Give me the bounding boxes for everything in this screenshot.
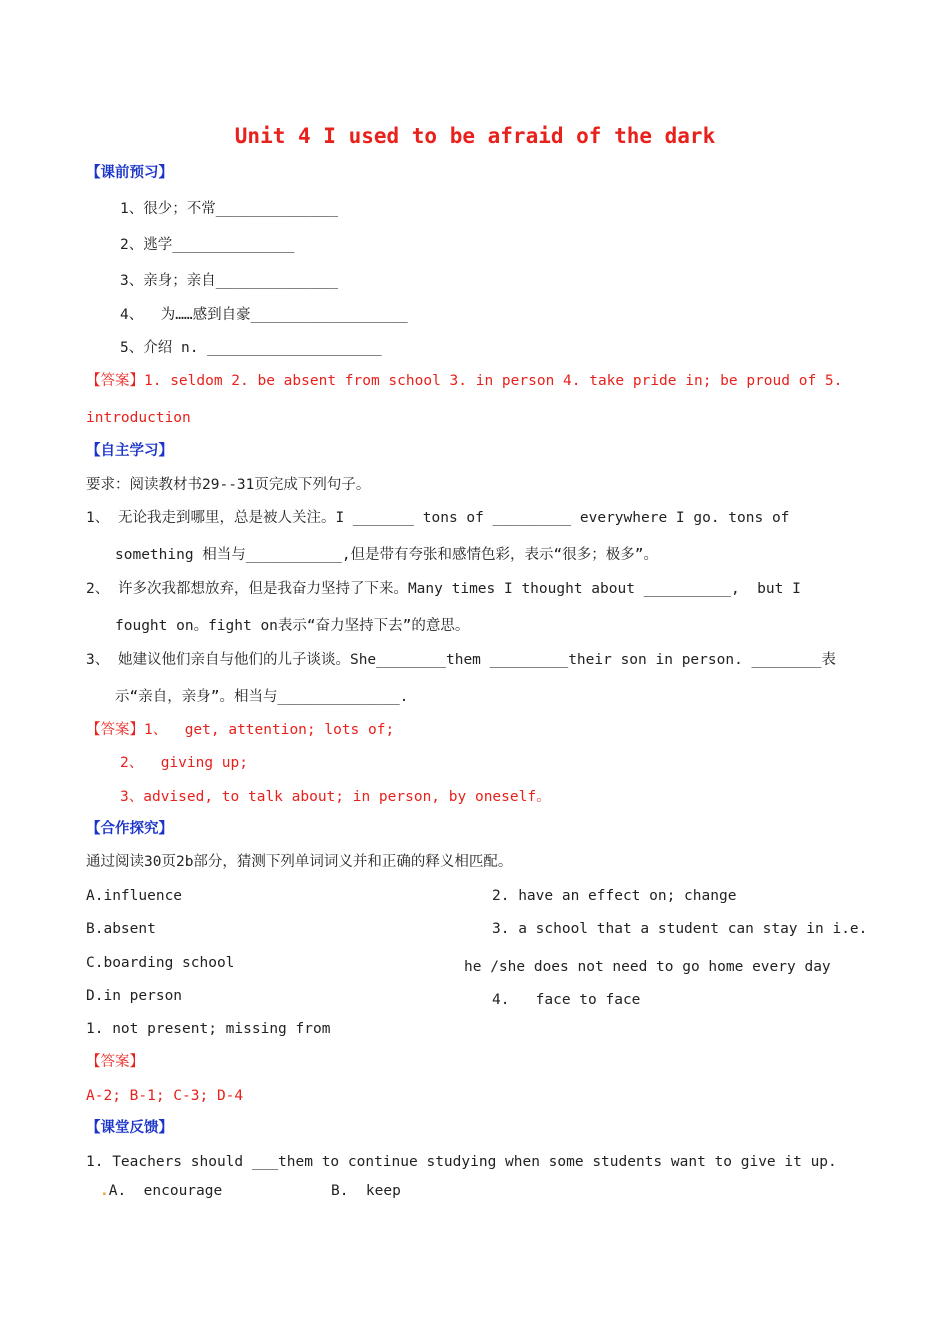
option-a-text: A. encourage [108,1183,223,1199]
bullet-marker: . [100,1183,109,1199]
feedback-option-b: B. keep [331,1183,401,1199]
question-3-line-1: 3、 她建议他们亲自与他们的儿子谈谈。She________them _________their son in person. ________表 [86,652,836,668]
word-item: A.influence [86,888,183,904]
answer-text: 1、 get, attention; lots of; [144,722,395,738]
cooperation-answer: A-2; B-1; C-3; D-4 [86,1088,244,1104]
self-study-answer-1 [86,720,394,740]
answer-label: 【答案】 [86,722,144,738]
word-item: D.in person [86,988,183,1004]
feedback-option-a [100,1181,222,1201]
preview-item-2: 2、逃学______________ [120,237,295,253]
answer-text: 1. seldom 2. be absent from school 3. in person 4. take pride in; be proud of 5. [144,373,843,389]
word-item: C.boarding school [86,955,235,971]
page-title: Unit 4 I used to be afraid of the dark [234,124,716,148]
section-heading-feedback: 【课堂反馈】 [86,1120,173,1136]
question-1-line-1: 1、 无论我走到哪里，总是被人关注。I _______ tons of _________ everywhere I go. tons of [86,510,790,526]
word-item: B.absent [86,921,156,937]
preview-answer-cont: introduction [86,410,191,426]
definition-item-cont: he /she does not need to go home every day [464,959,831,975]
question-3-line-2: 示“亲自，亲身”。相当与______________. [115,689,409,705]
definition-item: 2. have an effect on; change [492,888,737,904]
cooperation-instruction: 通过阅读30页2b部分，猜测下列单词词义并和正确的释义相匹配。 [86,854,513,870]
section-heading-self-study: 【自主学习】 [86,443,173,459]
preview-item-3: 3、亲身；亲自______________ [120,273,338,289]
self-study-answer-3: 3、advised, to talk about; in person, by oneself。 [120,789,551,805]
feedback-question-1: 1. Teachers should ___them to continue studying when some students want to give it up. [86,1154,837,1170]
question-2-line-2: fought on。fight on表示“奋力坚持下去”的意思。 [115,618,470,634]
answer-label: 【答案】 [86,373,144,389]
question-1-line-2: something 相当与___________,但是带有夸张和感情色彩，表示“很多；极多”。 [115,547,659,563]
question-2-line-1: 2、 许多次我都想放弃，但是我奋力坚持了下来。Many times I thought about __________, but I [86,581,801,597]
definition-item: 3. a school that a student can stay in i.e. [492,921,868,937]
requirement-text: 要求：阅读教材书29--31页完成下列句子。 [86,477,371,493]
preview-item-5: 5、介绍 n. ____________________ [120,340,382,356]
section-heading-preview: 【课前预习】 [86,165,173,181]
self-study-answer-2: 2、 giving up; [120,755,248,771]
definition-item: 4. face to face [492,992,641,1008]
cooperation-answer-label: 【答案】 [86,1054,144,1070]
preview-answer [86,371,842,391]
section-heading-cooperation: 【合作探究】 [86,821,173,837]
definition-item: 1. not present; missing from [86,1021,331,1037]
preview-item-4: 4、 为……感到自豪__________________ [120,307,408,323]
preview-item-1: 1、很少；不常______________ [120,201,338,217]
